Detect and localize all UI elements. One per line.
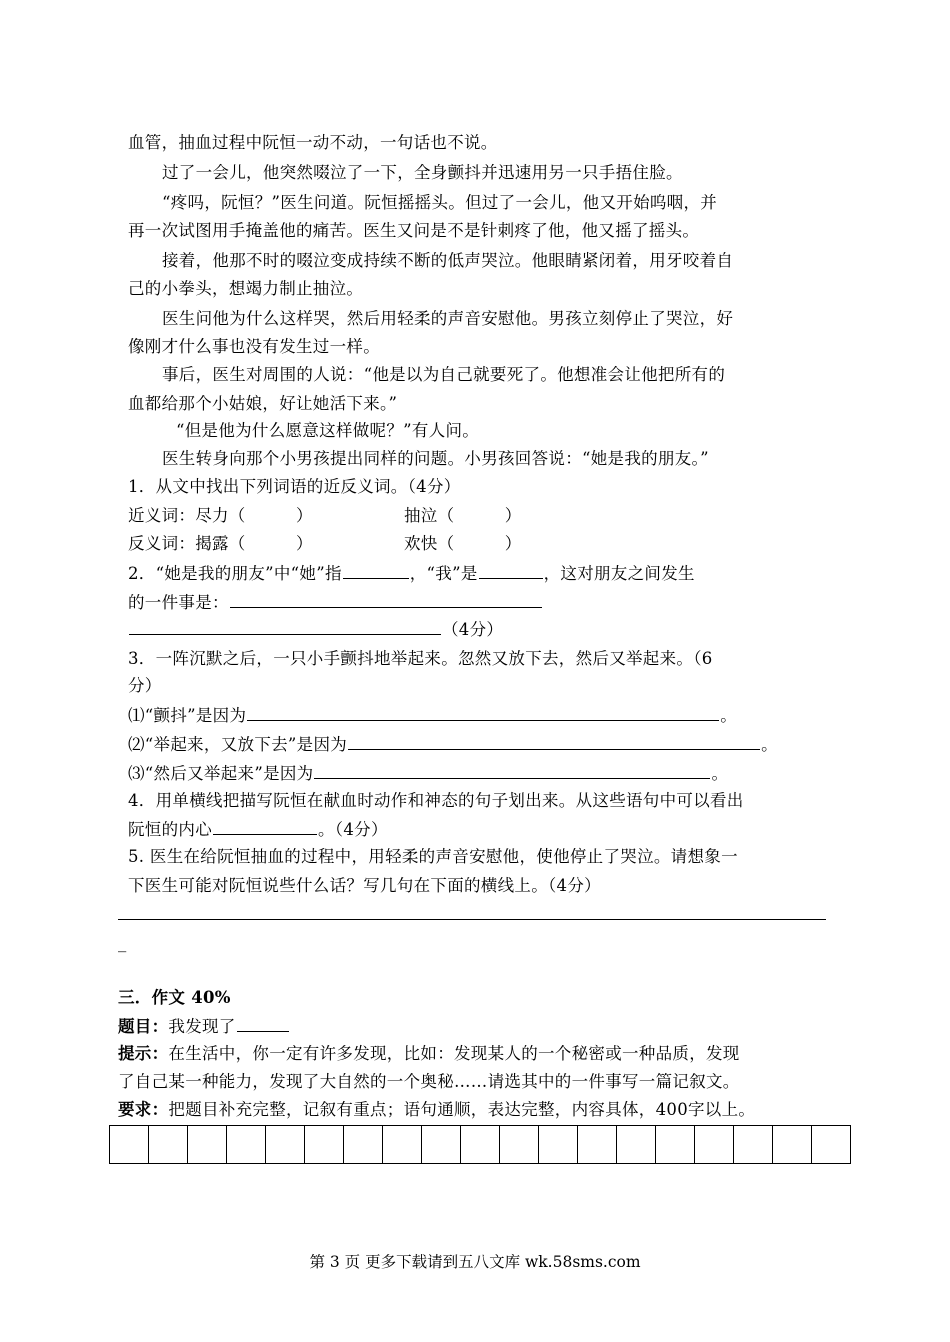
passage-line: 血管，抽血过程中阮恒一动不动，一句话也不说。 <box>128 133 498 152</box>
question-3-3 <box>128 762 728 785</box>
answer-line[interactable] <box>118 919 826 920</box>
passage-line: 医生转身向那个小男孩提出同样的问题。小男孩回答说：“她是我的朋友。” <box>162 449 709 468</box>
q2-blank-she[interactable] <box>343 562 409 579</box>
grid-cell[interactable] <box>344 1126 383 1163</box>
essay-hint <box>118 1043 740 1065</box>
synonym-1: 近义词：尽力（ ） <box>128 506 313 525</box>
passage-line: 血都给那个小姑娘，好让她活下来。” <box>128 394 398 413</box>
q3-2-blank[interactable] <box>348 733 760 750</box>
essay-hint-text: 在生活中，你一定有许多发现，比如：发现某人的一个秘密或一种品质，发现 <box>168 1044 740 1063</box>
q2-score: （4分） <box>442 620 504 639</box>
answer-line-dash: _ <box>118 933 127 952</box>
grid-cell[interactable] <box>773 1126 812 1163</box>
q2-text-c: ，这对朋友之间发生 <box>543 564 695 583</box>
q3-3-period: 。 <box>711 764 729 783</box>
essay-req-text: 把题目补充完整，记叙有重点；语句通顺，表达完整，内容具体，400字以上。 <box>168 1100 756 1119</box>
q2-text-d: 的一件事是： <box>128 593 229 612</box>
grid-cell[interactable] <box>500 1126 539 1163</box>
antonym-1: 反义词：揭露（ ） <box>128 534 313 553</box>
question-2-line2 <box>128 618 503 641</box>
grid-cell[interactable] <box>188 1126 227 1163</box>
passage-line: “但是他为什么愿意这样做呢？”有人问。 <box>176 421 480 440</box>
grid-cell[interactable] <box>266 1126 305 1163</box>
passage-line: “疼吗，阮恒？”医生问道。阮恒摇摇头。但过了一会儿，他又开始呜咽，并 <box>162 193 718 212</box>
grid-cell[interactable] <box>383 1126 422 1163</box>
passage-line: 己的小拳头，想竭力制止抽泣。 <box>128 279 364 298</box>
question-3-cont: 分） <box>128 676 162 695</box>
essay-title-blank[interactable] <box>237 1015 289 1032</box>
passage-line: 再一次试图用手掩盖他的痛苦。医生又问是不是针刺疼了他，他又摇了摇头。 <box>128 221 700 240</box>
essay-title-text: 我发现了 <box>168 1017 236 1036</box>
essay-hint-label: 提示： <box>118 1044 169 1063</box>
grid-cell[interactable] <box>422 1126 461 1163</box>
question-3: 3．一阵沉默之后，一只小手颤抖地举起来。忽然又放下去，然后又举起来。（6 <box>128 649 713 668</box>
q3-3-label: ⑶“然后又举起来”是因为 <box>128 764 314 783</box>
grid-cell[interactable] <box>695 1126 734 1163</box>
question-1: 1．从文中找出下列词语的近反义词。（4分） <box>128 477 461 496</box>
passage-line: 事后，医生对周围的人说：“他是以为自己就要死了。他想准会让他把所有的 <box>162 365 726 384</box>
grid-cell[interactable] <box>617 1126 656 1163</box>
essay-hint-cont: 了自己某一种能力，发现了大自然的一个奥秘……请选其中的一件事写一篇记叙文。 <box>118 1072 740 1091</box>
grid-cell[interactable] <box>149 1126 188 1163</box>
q2-text-a: 2．“她是我的朋友”中“她”指 <box>128 564 342 583</box>
grid-cell[interactable] <box>656 1126 695 1163</box>
essay-heading: 三．作文 40% <box>118 988 231 1007</box>
antonym-2: 欢快（ ） <box>404 534 522 553</box>
question-2 <box>128 562 695 585</box>
q2-text-b: ，“我”是 <box>409 564 478 583</box>
question-3-2 <box>128 733 778 756</box>
passage-line: 像刚才什么事也没有发生过一样。 <box>128 337 380 356</box>
essay-title <box>118 1015 290 1038</box>
q4-blank[interactable] <box>213 818 317 835</box>
grid-cell[interactable] <box>461 1126 500 1163</box>
passage-line: 医生问他为什么这样哭，然后用轻柔的声音安慰他。男孩立刻停止了哭泣，好 <box>162 309 734 328</box>
q3-2-label: ⑵“举起来，又放下去”是因为 <box>128 735 348 754</box>
page-footer: 第 3 页 更多下载请到五八文库 wk.58sms.com <box>309 1253 641 1271</box>
passage-line: 过了一会儿，他突然啜泣了一下，全身颤抖并迅速用另一只手捂住脸。 <box>162 163 683 182</box>
essay-req-label: 要求： <box>118 1100 169 1119</box>
grid-cell[interactable] <box>110 1126 149 1163</box>
question-4: 4．用单横线把描写阮恒在献血时动作和神态的句子划出来。从这些语句中可以看出 <box>128 791 744 810</box>
q3-2-period: 。 <box>761 735 778 754</box>
q4-label: 阮恒的内心 <box>128 820 212 839</box>
question-2-cont <box>128 591 543 614</box>
grid-cell[interactable] <box>734 1126 773 1163</box>
passage-line: 接着，他那不时的啜泣变成持续不断的低声哭泣。他眼睛紧闭着，用牙咬着自 <box>162 251 734 270</box>
q3-1-label: ⑴“颤抖”是因为 <box>128 706 247 725</box>
question-5-cont: 下医生可能对阮恒说些什么话？写几句在下面的横线上。（4分） <box>128 876 601 895</box>
question-3-1 <box>128 704 737 727</box>
q2-blank-event-2[interactable] <box>129 618 441 635</box>
q3-1-period: 。 <box>720 706 738 725</box>
q2-blank-event[interactable] <box>230 591 542 608</box>
grid-cell[interactable] <box>812 1126 851 1163</box>
grid-cell[interactable] <box>305 1126 344 1163</box>
essay-title-label: 题目： <box>118 1017 169 1036</box>
question-4-cont <box>128 818 388 841</box>
synonym-2: 抽泣（ ） <box>404 506 522 525</box>
question-5: 5. 医生在给阮恒抽血的过程中，用轻柔的声音安慰他，使他停止了哭泣。请想象一 <box>128 847 738 866</box>
q3-3-blank[interactable] <box>314 762 710 779</box>
grid-cell[interactable] <box>227 1126 266 1163</box>
q3-1-blank[interactable] <box>247 704 719 721</box>
essay-requirement <box>118 1099 755 1121</box>
grid-cell[interactable] <box>539 1126 578 1163</box>
q2-blank-i[interactable] <box>479 562 543 579</box>
q4-score: 。（4分） <box>318 820 388 839</box>
writing-grid[interactable] <box>109 1125 851 1164</box>
grid-cell[interactable] <box>578 1126 617 1163</box>
